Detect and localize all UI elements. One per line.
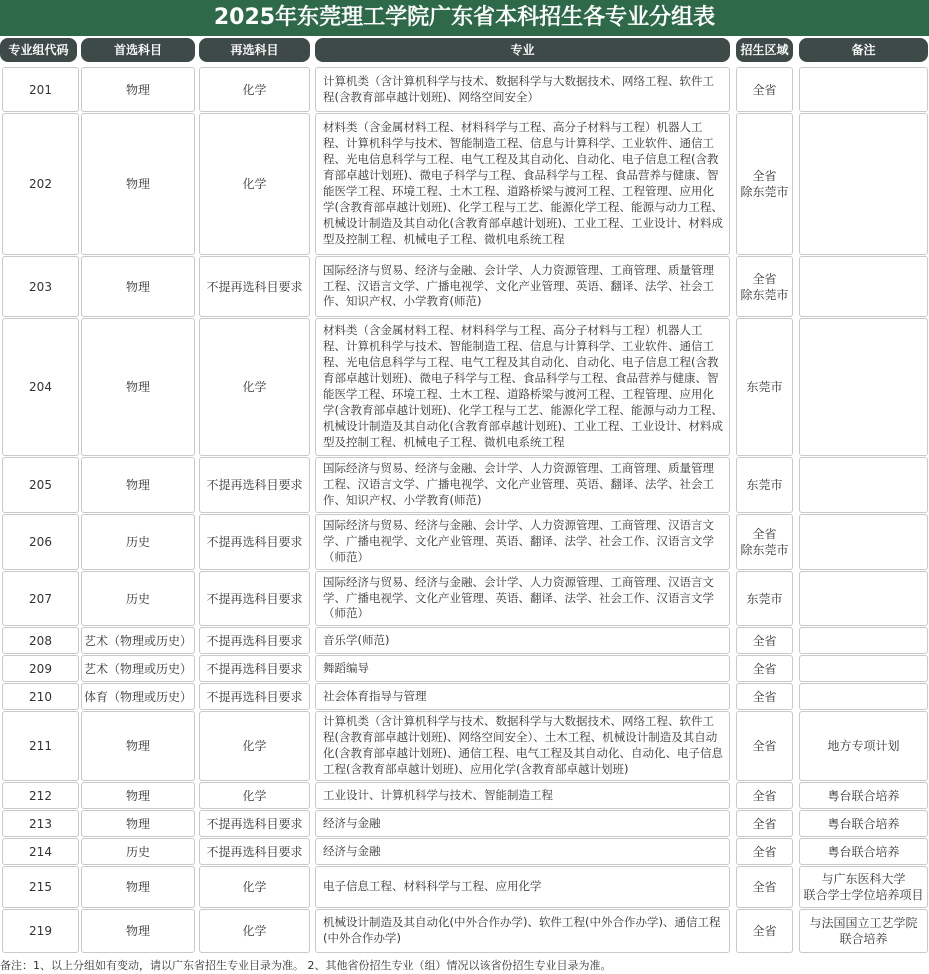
region xyxy=(736,571,793,626)
region-line: 全省 xyxy=(752,816,777,831)
region-line: 全省 xyxy=(752,739,777,753)
first-subject: 艺术（物理或历史） xyxy=(81,655,195,682)
major-list: 机械设计制造及其自动化(中外合作办学)、软件工程(中外合作办学)、通信工程(中外合作办学) xyxy=(315,909,730,953)
footnote: 备注：1、以上分组如有变动，请以广东省招生专业目录为准。 2、其他省份招生专业（组）情况以该省份招生专业目录为准。 xyxy=(0,959,612,972)
first-subject: 物理 xyxy=(81,909,195,953)
region xyxy=(736,256,793,317)
second-subject: 化学 xyxy=(199,866,310,908)
region xyxy=(736,810,793,837)
table-row xyxy=(0,838,929,865)
second-subject: 不提再选科目要求 xyxy=(199,457,310,513)
major-list: 经济与金融 xyxy=(315,838,730,865)
region-line: 全省 xyxy=(752,788,777,803)
header-region: 招生区域 xyxy=(736,38,793,62)
note-line: 与法国国立工艺学院 xyxy=(809,916,918,930)
note xyxy=(799,683,928,710)
region xyxy=(736,909,793,953)
second-subject: 不提再选科目要求 xyxy=(199,683,310,710)
first-subject: 物理 xyxy=(81,782,195,809)
major-list: 材料类（含金属材料工程、材料科学与工程、高分子材料与工程）机器人工程、计算机科学与技术、智能制造工程、信息与计算科学、工业软件、通信工程、光电信息科学与工程、电气工程及其自动化、自动化、电子信息工程(含教育部卓越计划班)、微电子科学与工程、食品科学与工程、食品营养与健康、智能医学工程、环境工程、土木工程、道路桥梁与渡河工程、工程管理、应用化学(含教育部卓越计划班)、化学工程与工艺、能源化学工程、能源与动力工程、机械设计制造及其自动化(含教育部卓越计划班)、工业工程、工业设计、材料成型及控制工程、机械电子工程、微机电系统工程 xyxy=(315,318,730,456)
group-code: 213 xyxy=(2,810,79,837)
second-subject: 不提再选科目要求 xyxy=(199,627,310,654)
note xyxy=(799,909,928,953)
group-code: 206 xyxy=(2,514,79,570)
note xyxy=(799,655,928,682)
second-subject: 化学 xyxy=(199,782,310,809)
second-subject: 化学 xyxy=(199,711,310,781)
first-subject: 物理 xyxy=(81,113,195,255)
region-line: 全省 xyxy=(752,689,777,704)
region xyxy=(736,838,793,865)
first-subject: 历史 xyxy=(81,838,195,865)
first-subject: 历史 xyxy=(81,571,195,626)
region-line: 全省 xyxy=(752,633,777,648)
first-subject: 体育（物理或历史） xyxy=(81,683,195,710)
region-line-2: 除东莞市 xyxy=(740,185,789,199)
major-list: 国际经济与贸易、经济与金融、会计学、人力资源管理、工商管理、质量管理工程、汉语言文学、广播电视学、文化产业管理、英语、翻译、法学、社会工作、知识产权、小学教育(师范) xyxy=(315,457,730,513)
region xyxy=(736,782,793,809)
major-list: 社会体育指导与管理 xyxy=(315,683,730,710)
first-subject: 物理 xyxy=(81,67,195,112)
second-subject: 化学 xyxy=(199,113,310,255)
table-row xyxy=(0,711,929,781)
second-subject: 化学 xyxy=(199,67,310,112)
region-line: 全省 xyxy=(752,271,777,286)
region xyxy=(736,711,793,781)
table-row xyxy=(0,318,929,456)
group-code: 212 xyxy=(2,782,79,809)
table-row xyxy=(0,866,929,908)
note xyxy=(799,256,928,317)
major-list: 材料类（含金属材料工程、材料科学与工程、高分子材料与工程）机器人工程、计算机科学与技术、智能制造工程、信息与计算科学、工业软件、通信工程、光电信息科学与工程、电气工程及其自动化、自动化、电子信息工程(含教育部卓越计划班)、微电子科学与工程、食品科学与工程、食品营养与健康、智能医学工程、环境工程、土木工程、道路桥梁与渡河工程、工程管理、应用化学(含教育部卓越计划班)、化学工程与工艺、能源化学工程、能源与动力工程、机械设计制造及其自动化(含教育部卓越计划班)、工业工程、工业设计、材料成型及控制工程、机械电子工程、微机电系统工程 xyxy=(315,113,730,255)
major-list: 计算机类（含计算机科学与技术、数据科学与大数据技术、网络工程、软件工程(含教育部卓越计划班)、网络空间安全）、土木工程、机械设计制造及其自动化(含教育部卓越计划班)、通信工程、电气工程及其自动化、自动化、电子信息工程(含教育部卓越计划班)、应用化学(含教育部卓越计划班) xyxy=(315,711,730,781)
group-code: 204 xyxy=(2,318,79,456)
second-subject: 不提再选科目要求 xyxy=(199,571,310,626)
major-list: 国际经济与贸易、经济与金融、会计学、人力资源管理、工商管理、汉语言文学、广播电视学、文化产业管理、英语、翻译、法学、社会工作、汉语言文学（师范） xyxy=(315,514,730,570)
note xyxy=(799,457,928,513)
note xyxy=(799,866,928,908)
table-row xyxy=(0,655,929,682)
region-line-2: 除东莞市 xyxy=(740,543,789,557)
first-subject: 物理 xyxy=(81,256,195,317)
region-line: 东莞市 xyxy=(746,478,783,492)
region-line: 东莞市 xyxy=(746,591,783,606)
first-subject: 物理 xyxy=(81,711,195,781)
header-first-subject: 首选科目 xyxy=(81,38,195,62)
region-line: 东莞市 xyxy=(746,380,783,394)
group-code: 205 xyxy=(2,457,79,513)
note xyxy=(799,67,928,112)
note: 粤台联合培养 xyxy=(799,810,928,837)
first-subject: 物理 xyxy=(81,318,195,456)
region-line: 全省 xyxy=(752,661,777,676)
major-list: 经济与金融 xyxy=(315,810,730,837)
header-code: 专业组代码 xyxy=(0,38,77,62)
region-line: 全省 xyxy=(752,844,777,859)
table-row xyxy=(0,627,929,654)
region xyxy=(736,627,793,654)
region xyxy=(736,457,793,513)
group-code: 201 xyxy=(2,67,79,112)
region xyxy=(736,67,793,112)
region-line: 全省 xyxy=(752,924,777,938)
region xyxy=(736,683,793,710)
major-list: 音乐学(师范) xyxy=(315,627,730,654)
page-title: 2025年东莞理工学院广东省本科招生各专业分组表 xyxy=(0,0,929,36)
group-code: 208 xyxy=(2,627,79,654)
region xyxy=(736,866,793,908)
major-list: 工业设计、计算机科学与技术、智能制造工程 xyxy=(315,782,730,809)
note xyxy=(799,627,928,654)
region-line: 全省 xyxy=(752,169,777,183)
group-code: 219 xyxy=(2,909,79,953)
major-list: 电子信息工程、材料科学与工程、应用化学 xyxy=(315,866,730,908)
first-subject: 艺术（物理或历史） xyxy=(81,627,195,654)
major-list: 国际经济与贸易、经济与金融、会计学、人力资源管理、工商管理、质量管理工程、汉语言文学、广播电视学、文化产业管理、英语、翻译、法学、社会工作、知识产权、小学教育(师范) xyxy=(315,256,730,317)
note-line-2: 联合学士学位培养项目 xyxy=(803,888,924,902)
group-code: 210 xyxy=(2,683,79,710)
second-subject: 不提再选科目要求 xyxy=(199,514,310,570)
note: 粤台联合培养 xyxy=(799,782,928,809)
table-row xyxy=(0,810,929,837)
second-subject: 化学 xyxy=(199,318,310,456)
table-row xyxy=(0,571,929,626)
major-list: 计算机类（含计算机科学与技术、数据科学与大数据技术、网络工程、软件工程(含教育部卓越计划班)、网络空间安全） xyxy=(315,67,730,112)
note: 地方专项计划 xyxy=(799,711,928,781)
table-row xyxy=(0,514,929,570)
table-row xyxy=(0,457,929,513)
region xyxy=(736,318,793,456)
second-subject: 不提再选科目要求 xyxy=(199,810,310,837)
first-subject: 历史 xyxy=(81,514,195,570)
group-code: 202 xyxy=(2,113,79,255)
region-line-2: 除东莞市 xyxy=(740,287,789,302)
group-code: 211 xyxy=(2,711,79,781)
group-code: 215 xyxy=(2,866,79,908)
region-line: 全省 xyxy=(752,880,777,894)
header-note: 备注 xyxy=(799,38,928,62)
second-subject: 不提再选科目要求 xyxy=(199,256,310,317)
table-row xyxy=(0,256,929,317)
group-code: 209 xyxy=(2,655,79,682)
table-row xyxy=(0,113,929,255)
region-line: 全省 xyxy=(752,527,777,541)
note xyxy=(799,113,928,255)
region xyxy=(736,113,793,255)
note: 粤台联合培养 xyxy=(799,838,928,865)
region-line: 全省 xyxy=(752,82,777,97)
table-row xyxy=(0,909,929,953)
note xyxy=(799,318,928,456)
note-line-2: 联合培养 xyxy=(839,932,888,946)
first-subject: 物理 xyxy=(81,866,195,908)
group-code: 203 xyxy=(2,256,79,317)
second-subject: 不提再选科目要求 xyxy=(199,655,310,682)
region xyxy=(736,514,793,570)
first-subject: 物理 xyxy=(81,810,195,837)
major-list: 国际经济与贸易、经济与金融、会计学、人力资源管理、工商管理、汉语言文学、广播电视学、文化产业管理、英语、翻译、法学、社会工作、汉语言文学（师范） xyxy=(315,571,730,626)
note xyxy=(799,514,928,570)
second-subject: 化学 xyxy=(199,909,310,953)
major-list: 舞蹈编导 xyxy=(315,655,730,682)
table-row xyxy=(0,782,929,809)
note-line: 与广东医科大学 xyxy=(821,872,906,886)
table-row xyxy=(0,67,929,112)
group-code: 214 xyxy=(2,838,79,865)
header-second-subject: 再选科目 xyxy=(199,38,310,62)
second-subject: 不提再选科目要求 xyxy=(199,838,310,865)
note xyxy=(799,571,928,626)
header-major: 专业 xyxy=(315,38,730,62)
group-code: 207 xyxy=(2,571,79,626)
region xyxy=(736,655,793,682)
table-header xyxy=(0,38,929,62)
table-row xyxy=(0,683,929,710)
first-subject: 物理 xyxy=(81,457,195,513)
